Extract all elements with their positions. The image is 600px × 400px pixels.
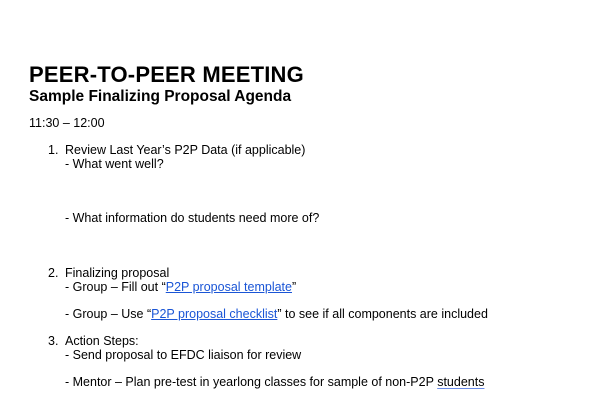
item-1-heading: Review Last Year’s P2P Data (if applicable) <box>65 143 306 157</box>
item-2-number: 2. <box>48 266 59 280</box>
spellcheck-flagged-word[interactable]: students <box>437 375 485 389</box>
item-2-sub-2-suffix: ” to see if all components are included <box>277 307 488 321</box>
item-3-sub-2-prefix: - Mentor – Plan pre-test in yearlong classes for sample of non-P2P <box>65 375 438 389</box>
meeting-time: 11:30 – 12:00 <box>29 116 105 130</box>
item-2-heading: Finalizing proposal <box>65 266 170 280</box>
proposal-checklist-link[interactable]: P2P proposal checklist <box>151 307 278 321</box>
proposal-template-link[interactable]: P2P proposal template <box>165 280 292 294</box>
document-subtitle: Sample Finalizing Proposal Agenda <box>29 88 292 105</box>
item-1-sub-2: - What information do students need more of? <box>65 211 320 225</box>
item-3-number: 3. <box>48 334 59 348</box>
item-2-sub-2 <box>65 307 488 321</box>
document-title: PEER-TO-PEER MEETING <box>29 62 304 87</box>
item-3-heading: Action Steps: <box>65 334 139 348</box>
item-3-sub-1: - Send proposal to EFDC liaison for review <box>65 348 302 362</box>
item-3-sub-2 <box>65 375 484 389</box>
item-2-sub-1-suffix: ” <box>291 280 297 294</box>
item-1-number: 1. <box>48 143 59 157</box>
item-1-sub-1: - What went well? <box>65 157 164 171</box>
item-2-sub-1-prefix: - Group – Fill out “ <box>65 280 166 294</box>
item-2-sub-2-prefix: - Group – Use “ <box>65 307 152 321</box>
item-2-sub-1 <box>65 280 296 294</box>
